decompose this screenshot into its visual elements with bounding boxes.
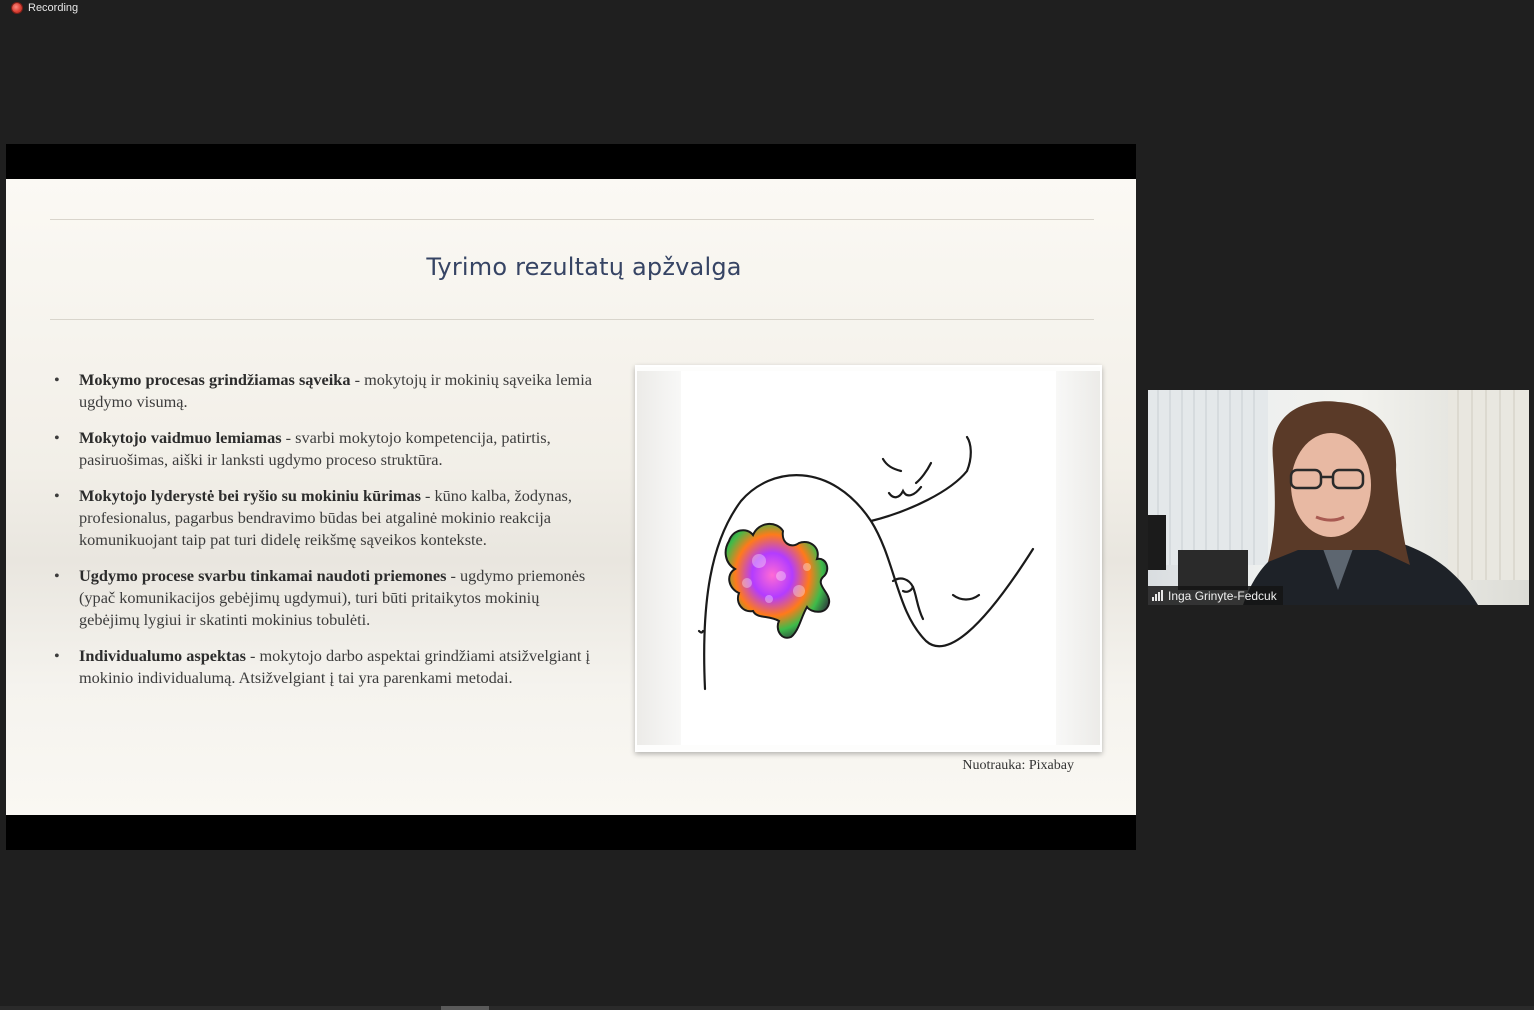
bullet-text: - kūno kalba, žodynas, profesionalus, pagarbus bendravimo būdas bei atgalinė mokinio reakcija komunikuojant taip pat turi didelę reikšmę sąveikos kontekste.: [79, 486, 572, 549]
bullet-heading: Ugdymo procese svarbu tinkamai naudoti priemones: [79, 566, 447, 585]
bullet-item: [54, 645, 594, 689]
top-divider: [50, 219, 1094, 220]
bullet-dot: •: [54, 646, 60, 665]
bullet-item: [54, 369, 594, 413]
bullet-heading: Mokytojo vaidmuo lemiamas: [79, 428, 282, 447]
presentation-slide: [6, 179, 1136, 815]
bullet-item: [54, 565, 594, 631]
participant-video-tile[interactable]: [1148, 390, 1529, 605]
monitor-silhouette: [1148, 515, 1166, 570]
bullet-list: [54, 369, 594, 703]
bullet-text: - mokytojų ir mokinių sąveika lemia ugdymo visumą.: [79, 370, 592, 411]
bullet-text: - ugdymo priemonės (ypač komunikacijos gebėjimų ugdymui), turi būti pritaikytos mokinių gebėjimų lygiui ir skatinti mokinius tobulėti.: [79, 566, 586, 629]
image-left-margin: [637, 371, 681, 745]
bullet-item: [54, 485, 594, 551]
bottom-scrollbar[interactable]: [0, 1006, 1534, 1010]
bullet-heading: Mokymo procesas grindžiamas sąveika: [79, 370, 351, 389]
bullet-dot: •: [54, 566, 60, 585]
bullet-item: [54, 427, 594, 471]
bullet-dot: •: [54, 370, 60, 389]
recording-dot-icon: [12, 3, 22, 13]
bullet-dot: •: [54, 486, 60, 505]
bullet-text: - mokytojo darbo aspektai grindžiami atsižvelgiant į mokinio individualumą. Atsižvelgiant į tai yra parenkami metodai.: [79, 646, 591, 687]
image-right-margin: [1056, 371, 1100, 745]
participant-name: Inga Grinyte-Fedcuk: [1168, 588, 1277, 603]
title-divider: [50, 319, 1094, 320]
participant-name-tag: [1148, 586, 1283, 605]
slide-title: Tyrimo rezultatų apžvalga: [426, 253, 742, 281]
scrollbar-thumb[interactable]: [441, 1006, 489, 1010]
bullet-heading: Mokytojo lyderystė bei ryšio su mokiniu kūrimas: [79, 486, 421, 505]
slide-image: [681, 371, 1056, 745]
recording-indicator[interactable]: [12, 2, 78, 14]
recording-label: Recording: [28, 2, 79, 14]
bullet-dot: •: [54, 428, 60, 447]
signal-strength-icon: [1152, 590, 1163, 601]
screen-share-view[interactable]: [6, 144, 1136, 850]
bullet-heading: Individualumo aspektas: [79, 646, 246, 665]
slide-image-frame: [635, 365, 1102, 752]
bullet-text: - svarbi mokytojo kompetencija, patirtis, pasiruošimas, aiški ir lanksti ugdymo proceso struktūra.: [79, 428, 551, 469]
faces-puzzle-illustration: [681, 371, 1056, 745]
participant-video: [1148, 390, 1529, 605]
image-caption: Nuotrauka: Pixabay: [962, 758, 1074, 773]
